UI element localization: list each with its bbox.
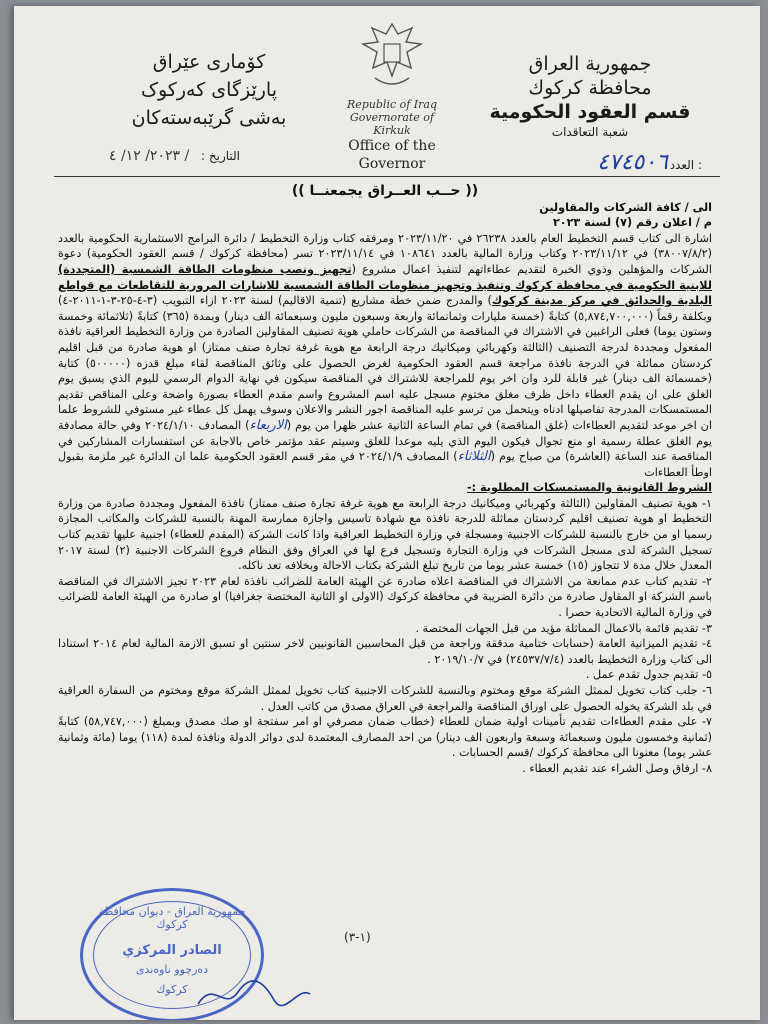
requirement-item: ٢- تقديم كتاب عدم ممانعة من الاشتراك في المناقصة اعلاه صادرة عن الهيئة العامة للضرائب نافذة لعام ٢٠٢٣ تجيز الاشتراك في المناقصة باسم الشركة او المقاول صادرة من دائرة الضريبة في محافظة كركوك (الاولى او الثانية المختصة جغرافيا) او صادرة من الهيئة العامة للضرائب في وزارة المالية الاتحادية حصرا . [58,574,712,620]
conference-day-handwritten: الثلاثاء [457,449,491,465]
header-divider [54,176,720,177]
requirement-item: ٣- تقديم قائمة بالاعمال المماثلة مؤيد من قبل الجهات المختصة . [415,621,712,635]
project-subject: تجهيز ونصب منظومات الطاقة الشمسية (المتجددة) للابنية الحكومية في محافظة كركوك وتنفيذ وتجهيز منظومات الطاقة الشمسية للاشارات المرورية للتقاطعات مع قواطع البلدية والحدائق في مركز مدينة كركوك [58,262,712,308]
letter-body [58,184,712,777]
addressee-line: الى / كافة الشركات والمقاولين [539,200,712,214]
requirement-item: ١- هوية تصنيف المقاولين (الثالثة وكهربائي وميكانيك درجة الرابعة مع هوية غرفة تجارة صنف ممتاز) نافذة المفعول ومجددة صادرة من وزارة التخطيط او هوية تصنيف اقليم كردستان مماثلة للدرجة نافذة مع شهادة تاسيس واجازة ممارسة المهنة بالنسبة للشركات والمكاتب المجازة رسميا او من خارج بالنسبة للشركات الاجنبية ومسجلة في وزارة التخطيط العراقية واذا كانت الشركة (المقدم للعطاء) اجنبية عليها تقديم كتاب تسجيل الشركة لدى مسجل الشركات في وزارة التجارة وتسجيل فرع لها في العراق وفق النظام فروع الشركات الاجنبية (٢) لسنة ٢٠١٧ المعدل خلال مدة لا تتجاوز (١٥) خمسة عشر يوما من تاريخ تبلغ الشركة بكتاب الاحالة وبخلافه تعد ناكله. [58,496,712,573]
header-kurdish-line-3: بەشی گرێبەستەکان [131,107,287,129]
document-number-value: ٤٧٤٥٠٦ [597,150,668,175]
main-paragraph-end: ) المصادف ٢٠٢٤/١/٩ في مقر قسم العقود الحكومية علما ان الدائرة غير ملزمة بقبول اوطأ العطاءات [58,450,712,479]
closing-day-handwritten: الاربعاء [249,417,287,433]
date-field [109,148,240,164]
date-label: التاريخ : [201,149,241,163]
requirement-item: ٦- جلب كتاب تخويل لممثل الشركة موقع ومختوم وبالنسبة للشركات الاجنبية كتاب تخويل لممثل الشركة موقع ومختوم من السفارة العراقية في بلد الشركة يخوله الحصول على اوراق المناقصة والمراجعة في العراق مصدق من كاتب العدل . [58,684,712,713]
reference-line: م / اعلان رقم (٧) لسنة ٢٠٢٣ [552,216,712,230]
requirement-item: ٧- على مقدم العطاءات تقديم تأمينات اولية ضمان للعطاء (خطاب ضمان مصرفي او امر سفتجة او صك مصدق وبمبلغ (٥٨,٧٤٧,٠٠٠) كتابةً (ثمانية وخمسون مليون وسبعمائة وسبعة واربعون الف دينار) من احد المصارف المعتمدة لدى دوائر الدولة ونافذة لمدة (١١٨) يوما (مائة وثمانية عشر يوما) معنونا الى محافظة كركوك /قسم الحسابات . [58,715,712,760]
page-number: (١-٣) [344,930,371,944]
motto: (( حــب العــراق يجمعنــا )) [291,183,479,199]
header-arabic [480,52,700,140]
iraq-emblem [332,18,452,173]
requirement-item: ٨- ارفاق وصل الشراء عند تقديم العطاء . [522,761,712,775]
main-paragraph [58,231,712,481]
document-page [14,6,760,1020]
header-arabic-line-2: محافظة كركوك [528,77,652,99]
emblem-governorate-text: Governorate of Kirkuk [349,111,435,137]
eagle-emblem-icon [357,18,427,94]
header-arabic-line-1: جمهورية العراق [528,53,652,75]
emblem-office-text: Office of the Governor [348,138,436,172]
document-number-label: العدد : [669,158,702,172]
main-paragraph-terms: ) والمدرج ضمن خطة مشاريع (تنمية الاقاليم) لسنة ٢٠٢٣ ازاء التبويب (٣-٤-٢٥-٣-١-٢٠١١-٤) وبكلفة رقماً (٥,٨٧٤,٧٠٠,٠٠٠) كتابةً (خمسة مليارات وثمانمائة واربعة وسبعون مليون وسبعمائة الف دينار) وبمدة (٣٦٥) كتابةً (ثلاثمائة وخمسة وستون يوما) فعلى الراغبين في الاشتراك في المناقصة من الشركات حاملي هوية تصنيف المقاولين الصادرة من وزارة التخطيط العراقية نافذة المفعول ومجددة لدرجة التصنيف (الثالثة وكهربائي وميكانيك درجة الرابعة مع هوية غرفة تجارة صنف ممتاز) او هوية صادرة من قبل اقليم كردستان مماثلة في الدرجة نافذة مراجعة قسم العقود الحكومية لغرض الحصول على وثائق المناقصة لقاء مبلغ قدره (٥٠٠٠٠٠) كتابة (خمسمائة الف دينار) غير قابلة للرد وان اخر يوم للمراجعة للاشتراك في المناقصة سيكون في نهاية الدوام الرسمي لليوم الذي يسبق يوم الغلق على ان يقدم العطاء داخل ظرف مغلق مختوم مسجل عليه اسم المشروع واسم مقدم العطاء بصورة واضحة وعلى المناقص تقديم المستمسكات المدرجة تفاصيلها ادناه ويتحمل من ترسو عليه المناقصة اجور النشر والاعلان وسوف يهمل كل عطاء غير مستوفي للشروط علما ان اخر موعد لتقديم العطاءات (غلق المناقصة) في تمام الساعة الثانية عشر ظهرا من يوم ( [58,294,713,432]
header-kurdish-line-1: كۆماری عێراق [152,51,266,73]
requirement-item: ٤- تقديم الميزانية العامة (حسابات ختامية مدققة وراجعة من قبل المحاسبين القانونيين لاخر سنتين او تسبق الازمة المالية لعام ٢٠١٤ استنادا الى كتاب وزارة التخطيط بالعدد (٢٤٥٣٧/٧/٤) في ٢٠١٩/١٠/٧ . [58,637,712,666]
stamp-center-text: الصادر المركزي [122,943,222,958]
header-kurdish [94,48,324,132]
date-value: ٢٠٢٣/ ١٢/ ٤ / [109,148,190,164]
stamp-center-text-kurdish: دەرچوو ناوەندی [135,963,209,976]
stamp-bottom-text: كركوك [156,983,188,996]
header-arabic-line-4: شعبة التعاقدات [551,125,629,139]
stamp-ring-text: جمهورية العراق - ديوان محافظة كركوك [98,905,246,931]
header-kurdish-line-2: پارێزگای کەرکوک [140,79,278,101]
main-paragraph-intro: اشارة الى كتاب قسم التخطيط العام بالعدد ٢٦٢٣٨ في ٢٠٢٣/١١/٢٠ ومرفقه كتاب وزارة التخطيط / دائرة البرامج الاستثمارية الحكومية بالعدد (٣٨٠٠٧/٨/٢) في ٢٠٢٣/١١/١٢ وكتاب وزارة المالية بالعدد ١٠٨٦٤١ في ٢٠٢٣/١١/١٤ تسر (محافظة كركوك / قسم العقود الحكومية) دعوة الشركات والمؤهلين وذوي الخبرة لتقديم عطاءاتهم لتنفيذ اعمال مشروع ( [58,231,712,276]
main-paragraph-closing: ) المصادف ٢٠٢٤/١/١٠ وفي حالة مصادفة يوم الغلق عطلة رسمية او منع تجوال فيكون اليوم الذي يليه موعدا للغلق وسيتم عقد مؤتمر خاص بالاجابة عن استفسارات المشاركين في المناقصة عند الساعة (العاشرة) من صباح يوم ( [58,418,713,464]
header-arabic-line-3: قسم العقود الحكومية [489,101,691,123]
requirement-item: ٥- تقديم جدول تقدم عمل . [585,668,712,682]
requirements-title: الشروط القانونية والمستمسكات المطلوبة :- [467,481,712,495]
emblem-republic-text: Republic of Iraq [346,98,438,111]
signature-icon [194,974,314,1014]
